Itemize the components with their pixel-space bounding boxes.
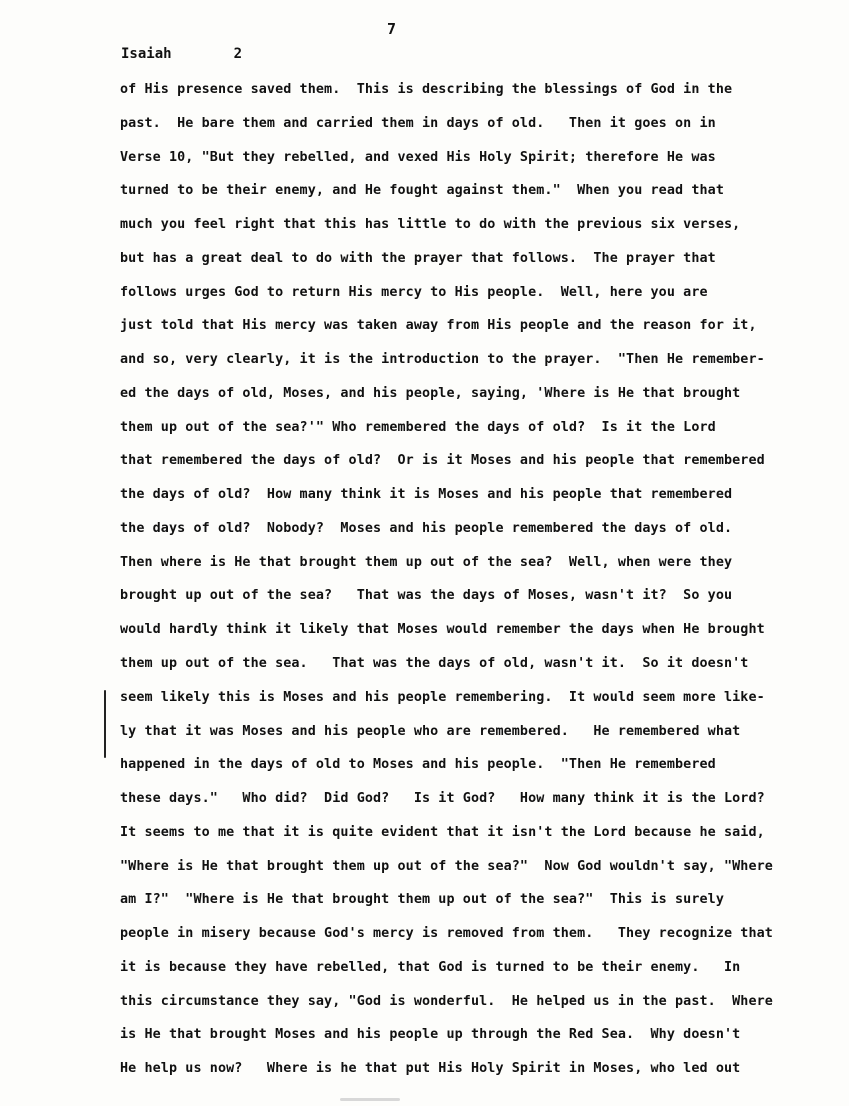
text-line: much you feel right that this has little to do with the previous six verses,: [120, 217, 741, 233]
page-number: 7: [387, 20, 397, 38]
text-line: seem likely this is Moses and his people remembering. It would seem more like-: [120, 689, 765, 705]
text-line: am I?" "Where is He that brought them up out of the sea?" This is surely: [120, 892, 724, 908]
text-line: and so, very clearly, it is the introduction to the prayer. "Then He remember-: [120, 352, 765, 368]
scan-smudge: [340, 1098, 400, 1101]
text-line: would hardly think it likely that Moses would remember the days when He brought: [120, 622, 765, 638]
text-line: It seems to me that it is quite evident that it isn't the Lord because he said,: [120, 824, 765, 840]
text-line: them up out of the sea?'" Who remembered the days of old? Is it the Lord: [120, 419, 716, 435]
header-book: Isaiah: [121, 46, 172, 62]
text-line: but has a great deal to do with the prayer that follows. The prayer that: [120, 250, 716, 266]
text-line: happened in the days of old to Moses and his people. "Then He remembered: [120, 757, 716, 773]
text-line: the days of old? Nobody? Moses and his people remembered the days of old.: [120, 520, 733, 536]
text-line: of His presence saved them. This is describing the blessings of God in the: [120, 82, 733, 97]
text-line: turned to be their enemy, and He fought against them." When you read that: [120, 183, 724, 199]
body-text: [120, 80, 810, 1093]
text-line: them up out of the sea. That was the days of old, wasn't it. So it doesn't: [120, 656, 749, 672]
text-line: He help us now? Where is he that put His Holy Spirit in Moses, who led out: [120, 1061, 741, 1077]
page-header: [121, 46, 242, 62]
text-line: people in misery because God's mercy is removed from them. They recognize that: [120, 926, 773, 942]
margin-mark: [104, 690, 106, 758]
text-line: Then where is He that brought them up out of the sea? Well, when were they: [120, 554, 733, 570]
text-line: just told that His mercy was taken away from His people and the reason for it,: [120, 318, 757, 334]
text-line: past. He bare them and carried them in days of old. Then it goes on in: [120, 115, 716, 131]
text-line: this circumstance they say, "God is wonderful. He helped us in the past. Where: [120, 993, 773, 1009]
text-line: that remembered the days of old? Or is it Moses and his people that remembered: [120, 453, 765, 469]
text-line: it is because they have rebelled, that God is turned to be their enemy. In: [120, 959, 741, 975]
text-line: ed the days of old, Moses, and his people, saying, 'Where is He that brought: [120, 385, 741, 401]
text-line: Verse 10, "But they rebelled, and vexed His Holy Spirit; therefore He was: [120, 149, 716, 165]
text-line: these days." Who did? Did God? Is it God? How many think it is the Lord?: [120, 791, 765, 807]
text-line: the days of old? How many think it is Moses and his people that remembered: [120, 487, 733, 503]
text-line: follows urges God to return His mercy to His people. Well, here you are: [120, 284, 708, 300]
text-line: is He that brought Moses and his people up through the Red Sea. Why doesn't: [120, 1027, 741, 1043]
text-line: brought up out of the sea? That was the days of Moses, wasn't it? So you: [120, 588, 733, 604]
text-line: ly that it was Moses and his people who are remembered. He remembered what: [120, 723, 741, 739]
header-chapter: 2: [233, 46, 243, 62]
text-line: "Where is He that brought them up out of the sea?" Now God wouldn't say, "Where: [120, 858, 773, 874]
